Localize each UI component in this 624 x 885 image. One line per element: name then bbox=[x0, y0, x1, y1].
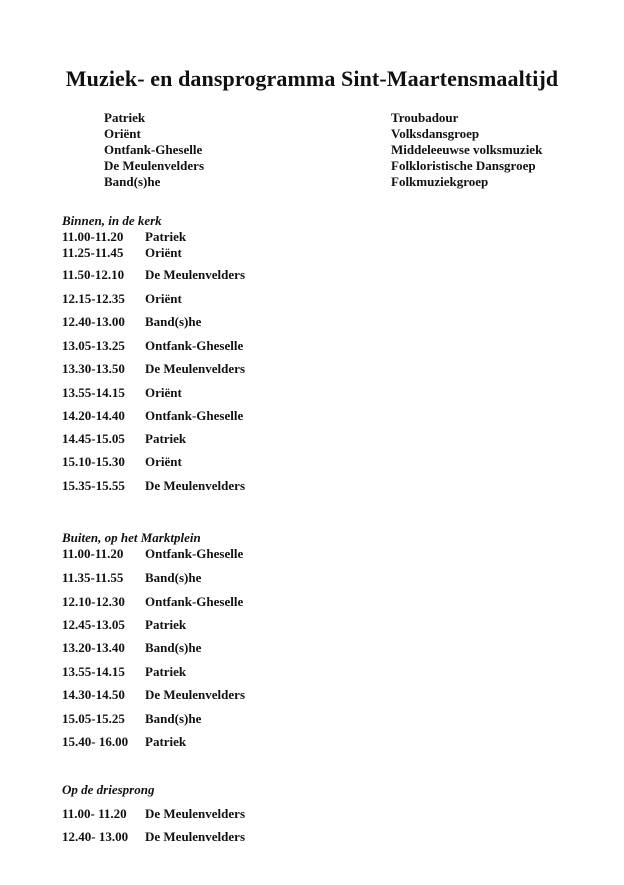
schedule-row bbox=[62, 431, 462, 454]
slot-time: 13.20-13.40 bbox=[62, 640, 125, 655]
slot-act: De Meulenvelders bbox=[145, 478, 246, 493]
performer-type: Troubadour bbox=[391, 110, 459, 125]
performer-list bbox=[104, 110, 564, 190]
slot-time: 12.10-12.30 bbox=[62, 594, 125, 609]
slot-time: 11.00-11.20 bbox=[62, 546, 124, 561]
schedule-row bbox=[62, 314, 462, 338]
slot-act: Patriek bbox=[145, 229, 187, 244]
slot-time: 11.00- 11.20 bbox=[62, 806, 127, 821]
schedule-row bbox=[62, 640, 462, 664]
performer-row bbox=[104, 110, 564, 126]
performer-type: Middeleeuwse volksmuziek bbox=[391, 142, 543, 157]
performer-name: Oriënt bbox=[104, 126, 141, 141]
schedule-row bbox=[62, 267, 462, 291]
slot-time: 12.45-13.05 bbox=[62, 617, 125, 632]
schedule-row bbox=[62, 664, 462, 687]
slot-time: 13.55-14.15 bbox=[62, 664, 125, 679]
slot-time: 14.30-14.50 bbox=[62, 687, 125, 702]
slot-act: De Meulenvelders bbox=[145, 361, 246, 376]
schedule-row bbox=[62, 338, 462, 361]
schedule-section-kerk bbox=[62, 213, 462, 494]
schedule-row bbox=[62, 829, 462, 845]
slot-act: Patriek bbox=[145, 431, 187, 446]
performer-name: Band(s)he bbox=[104, 174, 161, 189]
slot-time: 15.05-15.25 bbox=[62, 711, 125, 726]
performer-row bbox=[104, 126, 564, 142]
slot-time: 14.45-15.05 bbox=[62, 431, 125, 446]
schedule-row bbox=[62, 454, 462, 478]
performer-row bbox=[104, 174, 564, 190]
schedule-row bbox=[62, 570, 462, 594]
performer-name: Ontfank-Gheselle bbox=[104, 142, 203, 157]
page-title: Muziek- en dansprogramma Sint-Maartensmaaltijd bbox=[65, 66, 559, 91]
performer-type: Folkmuziekgroep bbox=[391, 174, 489, 189]
slot-act: Oriënt bbox=[145, 385, 182, 400]
performer-row bbox=[104, 142, 564, 158]
performer-name: De Meulenvelders bbox=[104, 158, 205, 173]
schedule-row bbox=[62, 385, 462, 408]
slot-time: 14.20-14.40 bbox=[62, 408, 125, 423]
slot-time: 15.40- 16.00 bbox=[62, 734, 129, 749]
slot-act: De Meulenvelders bbox=[145, 806, 246, 821]
slot-act: Ontfank-Gheselle bbox=[145, 594, 244, 609]
slot-act: Band(s)he bbox=[145, 711, 202, 726]
schedule-row bbox=[62, 734, 462, 750]
schedule-row bbox=[62, 617, 462, 640]
performer-row bbox=[104, 158, 564, 174]
slot-act: De Meulenvelders bbox=[145, 829, 246, 844]
performer-type: Volksdansgroep bbox=[391, 126, 480, 141]
slot-time: 11.25-11.45 bbox=[62, 245, 124, 260]
schedule-section-marktplein bbox=[62, 530, 462, 750]
slot-time: 11.00-11.20 bbox=[62, 229, 124, 244]
slot-time: 13.30-13.50 bbox=[62, 361, 125, 376]
slot-time: 12.15-12.35 bbox=[62, 291, 125, 306]
section-title: Buiten, op het Marktplein bbox=[62, 530, 201, 545]
section-title: Op de driesprong bbox=[62, 782, 155, 797]
slot-act: De Meulenvelders bbox=[145, 267, 246, 282]
schedule-row bbox=[62, 546, 462, 570]
schedule-row bbox=[62, 478, 462, 494]
schedule-row bbox=[62, 711, 462, 734]
slot-act: De Meulenvelders bbox=[145, 687, 246, 702]
slot-act: Patriek bbox=[145, 617, 187, 632]
schedule-row bbox=[62, 806, 462, 829]
slot-act: Oriënt bbox=[145, 245, 182, 260]
slot-act: Oriënt bbox=[145, 454, 182, 469]
slot-time: 15.10-15.30 bbox=[62, 454, 125, 469]
schedule-section-driesprong bbox=[62, 782, 462, 845]
schedule-row bbox=[62, 291, 462, 314]
slot-act: Ontfank-Gheselle bbox=[145, 546, 244, 561]
schedule-row bbox=[62, 408, 462, 431]
slot-time: 13.05-13.25 bbox=[62, 338, 125, 353]
slot-time: 11.35-11.55 bbox=[62, 570, 124, 585]
schedule-row bbox=[62, 687, 462, 711]
slot-act: Band(s)he bbox=[145, 640, 202, 655]
section-title: Binnen, in de kerk bbox=[62, 213, 162, 228]
slot-act: Ontfank-Gheselle bbox=[145, 338, 244, 353]
slot-act: Patriek bbox=[145, 664, 187, 679]
performer-name: Patriek bbox=[104, 110, 146, 125]
schedule-row bbox=[62, 229, 462, 245]
slot-act: Band(s)he bbox=[145, 314, 202, 329]
slot-time: 12.40-13.00 bbox=[62, 314, 125, 329]
slot-time: 13.55-14.15 bbox=[62, 385, 125, 400]
schedule-row bbox=[62, 594, 462, 617]
slot-act: Oriënt bbox=[145, 291, 182, 306]
performer-type: Folkloristische Dansgroep bbox=[391, 158, 536, 173]
schedule-row bbox=[62, 361, 462, 385]
slot-time: 12.40- 13.00 bbox=[62, 829, 129, 844]
slot-act: Ontfank-Gheselle bbox=[145, 408, 244, 423]
slot-act: Band(s)he bbox=[145, 570, 202, 585]
schedule-row bbox=[62, 245, 462, 267]
slot-act: Patriek bbox=[145, 734, 187, 749]
slot-time: 15.35-15.55 bbox=[62, 478, 125, 493]
slot-time: 11.50-12.10 bbox=[62, 267, 125, 282]
